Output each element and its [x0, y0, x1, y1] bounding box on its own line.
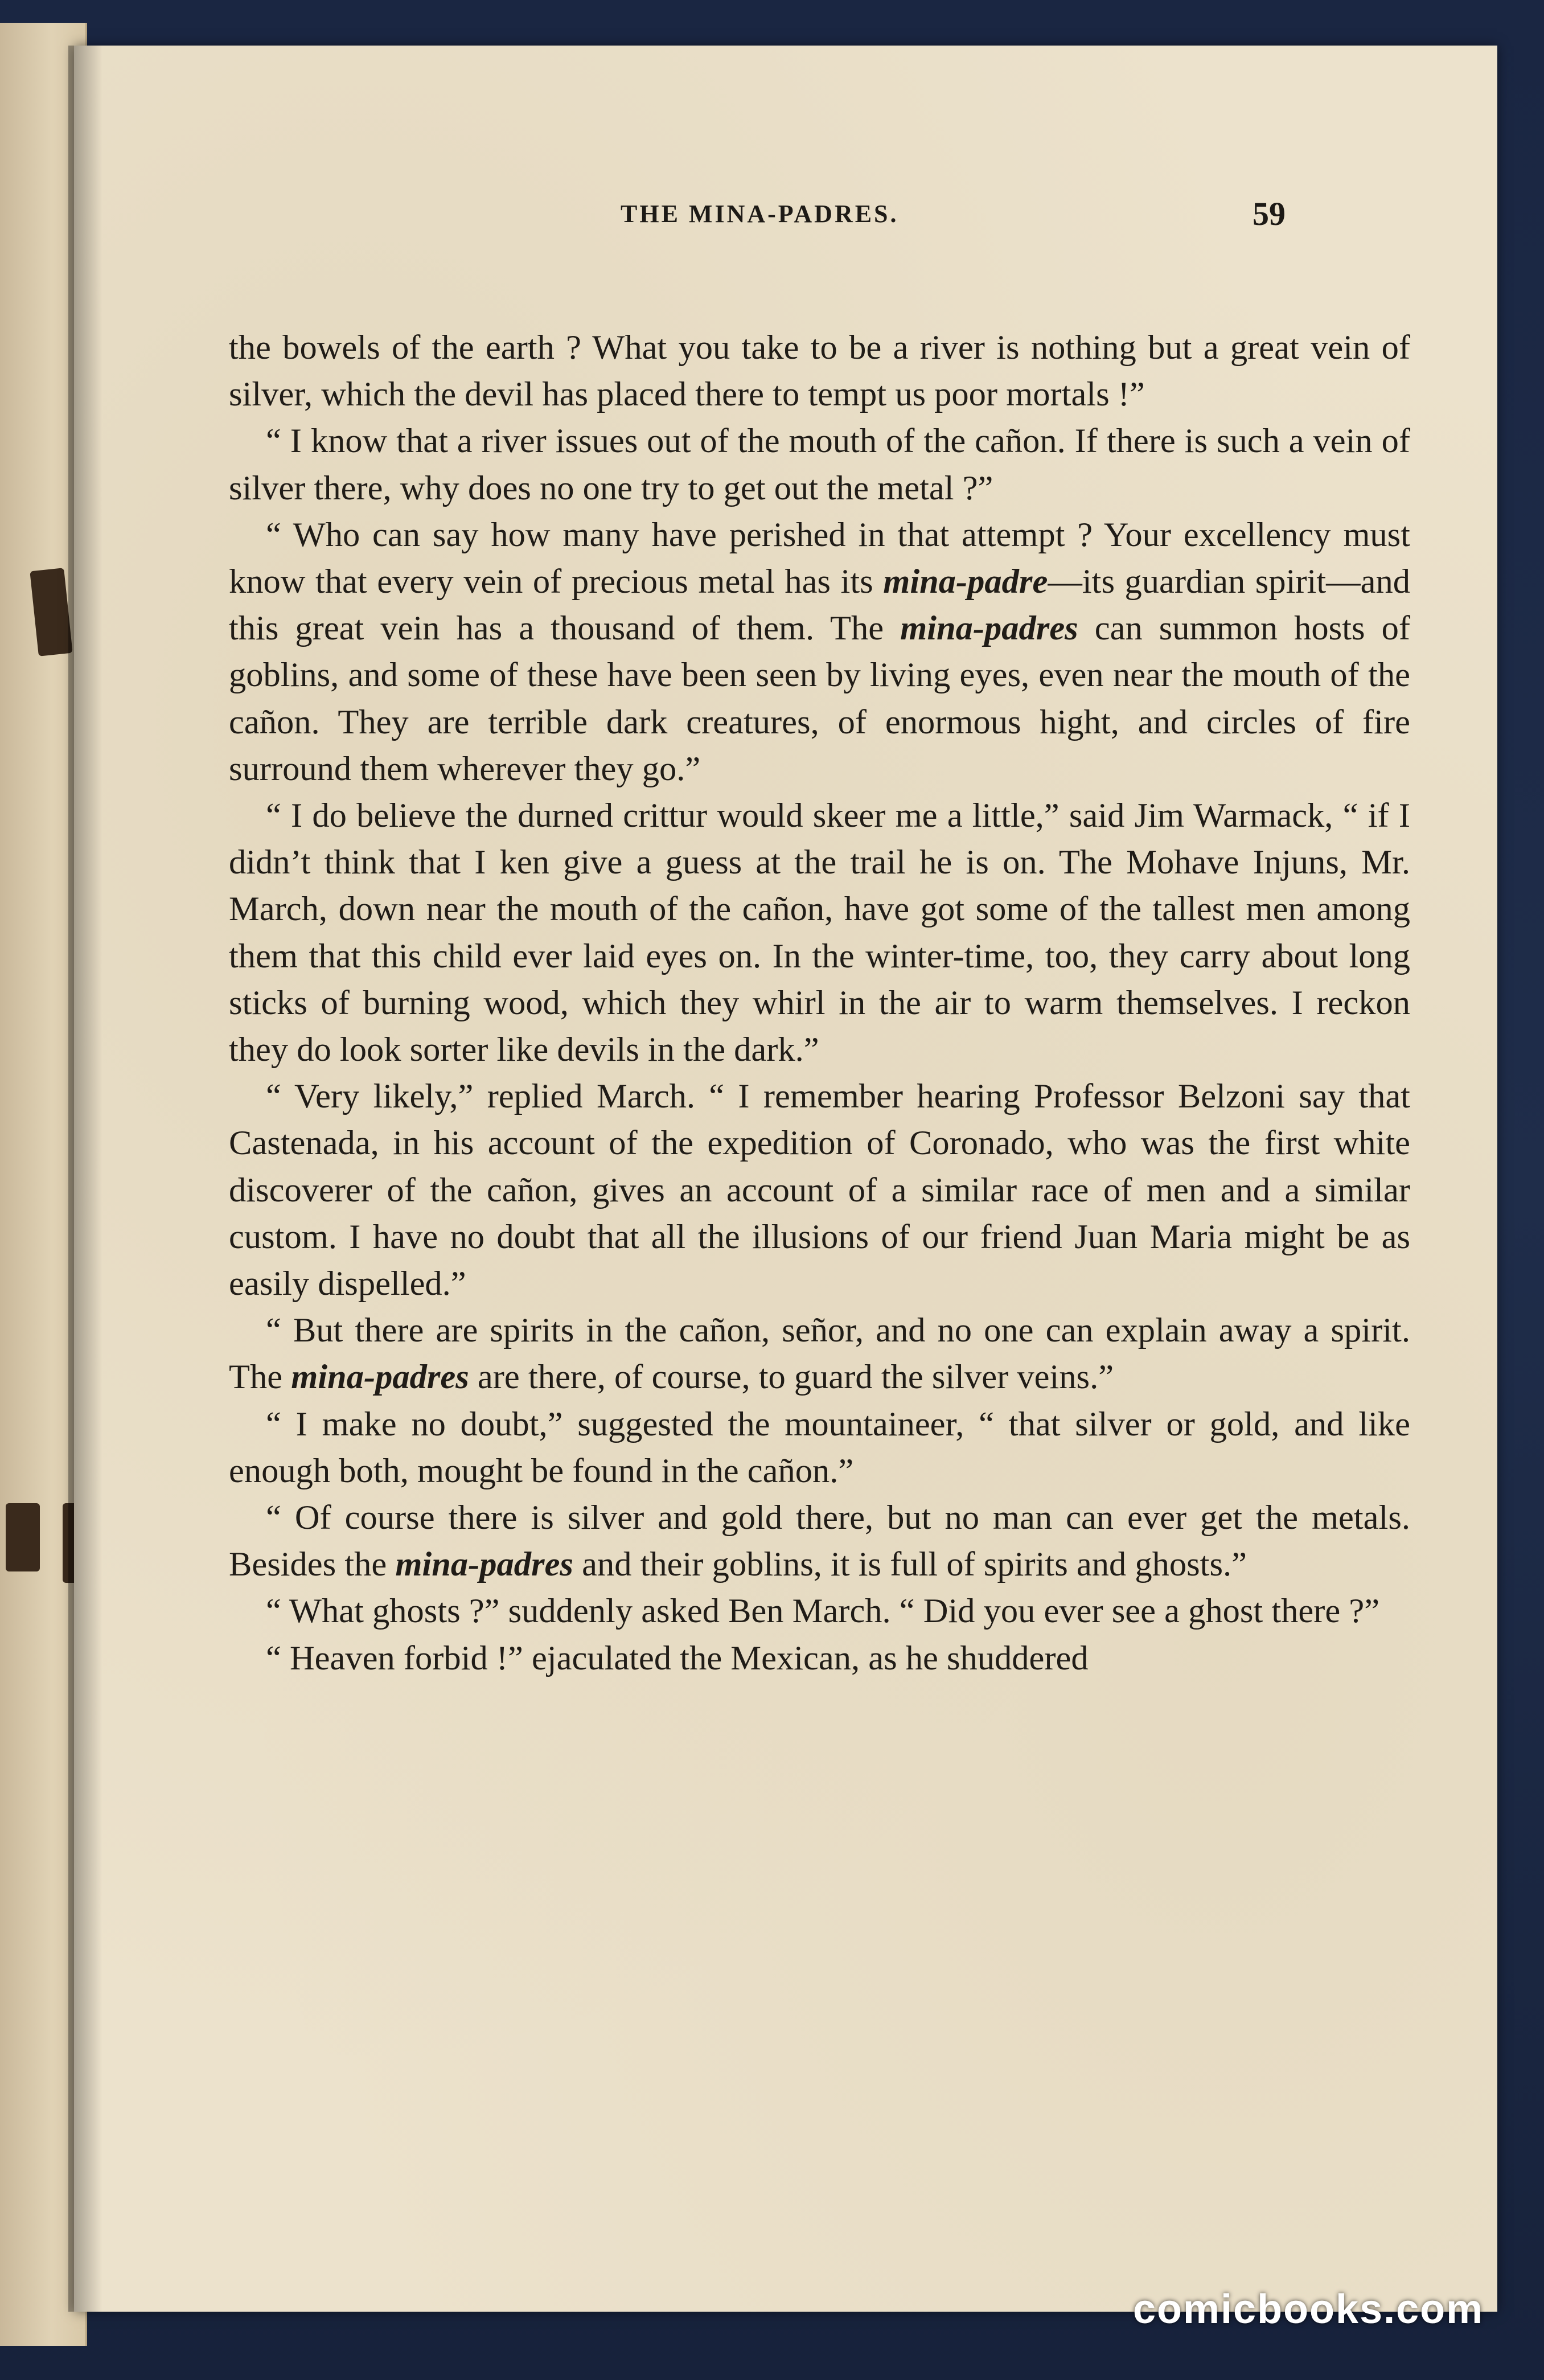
paragraph: “ Very likely,” replied March. “ I remember hearing Professor Belzoni say that Castenada, in his account of the expedition of Coronado, who was the first white discoverer of the cañon, gives an account of a similar race of men and a similar custom. I have no doubt that all the illusions of our friend Juan Maria might be as easily dispelled.”: [229, 1077, 1410, 1303]
paragraph: “ But there are spirits in the cañon, señor, and no one can explain away a spirit. The mina-padres are there, of course, to guard the silver veins.”: [229, 1311, 1410, 1397]
paragraph: the bowels of the earth ? What you take to be a river is nothing but a great vein of silver, which the devil has placed there to tempt us poor mortals !”: [229, 329, 1410, 414]
paragraph: “ Heaven forbid !” ejaculated the Mexican, as he shuddered: [266, 1639, 1089, 1677]
paragraph: “ I know that a river issues out of the mouth of the cañon. If there is such a vein of silver there, why does no one try to get out the metal ?”: [229, 422, 1410, 507]
paragraph: “ What ghosts ?” suddenly asked Ben March. “ Did you ever see a ghost there ?”: [266, 1592, 1380, 1631]
watermark-logo: comicbooks.com: [1133, 2287, 1484, 2332]
paragraph: “ Of course there is silver and gold there, but no man can ever get the metals. Besides the mina-padres and their goblins, it is full of spirits and ghosts.”: [229, 1499, 1410, 1584]
running-head-title: THE MINA-PADRES.: [621, 200, 899, 228]
italic-term: mina-padres: [395, 1545, 573, 1584]
paragraph: “ I make no doubt,” suggested the mountaineer, “ that silver or gold, and like enough both, mought be found in the cañon.”: [229, 1405, 1410, 1490]
binding-thread-mark: [6, 1503, 40, 1571]
italic-term: mina-padre: [883, 563, 1048, 601]
italic-term: mina-padres: [291, 1358, 469, 1397]
book-page: [74, 46, 1497, 2312]
paragraph: “ I do believe the durned crittur would skeer me a little,” said Jim Warmack, “ if I didn’t think that I ken give a guess at the trail he is on. The Mohave Injuns, Mr. March, down near the mouth of the cañon, have got some of the tallest men among them that this child ever laid eyes on. In the winter-time, too, they carry about long sticks of burning wood, which they whirl in the air to warm themselves. I reckon they do look sorter like devils in the dark.”: [229, 797, 1410, 1069]
gutter-shadow: [68, 46, 102, 2312]
body-text: [229, 325, 1410, 1682]
paragraph: “ Who can say how many have perished in that attempt ? Your excellency must know that every vein of precious metal has its mina-padre—its guardian spirit—and this great vein has a thousand of them. The mina-padres can summon hosts of goblins, and some of these have been seen by living eyes, even near the mouth of the cañon. They are terrible dark creatures, of enormous hight, and circles of fire surround them wherever they go.”: [229, 515, 1410, 788]
italic-term: mina-padres: [900, 609, 1078, 648]
running-head: [74, 195, 1497, 245]
page-number: 59: [1253, 195, 1286, 232]
